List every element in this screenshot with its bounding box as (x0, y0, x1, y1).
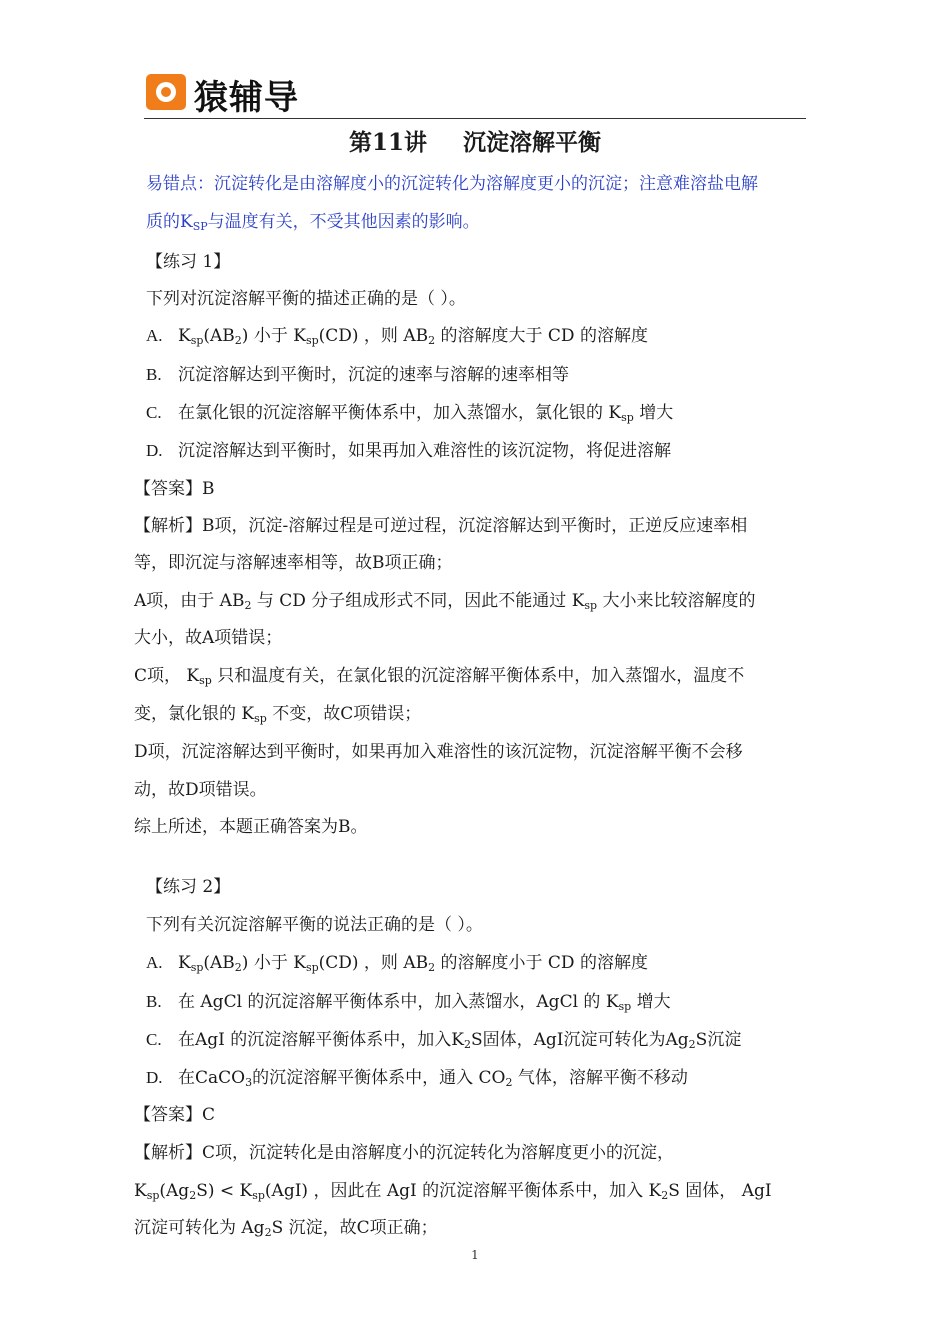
tip-line-2: 质的$K_{SP}$与温度有关，不受其他因素的影响。 (146, 212, 480, 233)
exercise-2-option-c: C. 在AgI 的沉淀溶解平衡体系中，加入$K_2S$固体，AgI沉淀可转化为$Ag_2S$沉淀 (146, 1030, 742, 1051)
logo-text: 猿辅导 (194, 78, 299, 118)
page-number: 1 (471, 1248, 479, 1262)
exercise-1-option-b: B. 沉淀溶解达到平衡时，沉淀的速率与溶解的速率相等 (146, 365, 569, 385)
exercise-2-option-b: B. 在 AgCl 的沉淀溶解平衡体系中，加入蒸馏水，AgCl 的 $K_{sp}$ 增大 (146, 992, 671, 1013)
exercise-2-analysis-line: $K_{sp}(Ag_2S) < K_{sp}(AgI)$ ，因此在 AgI 的沉淀溶解平衡体系中，加入 $K_2S$ 固体， AgI (134, 1181, 772, 1202)
exercise-1-label: 【练习 1】 (146, 252, 231, 272)
exercise-1-analysis-line: 动，故D项错误。 (134, 780, 267, 800)
exercise-1-analysis-line: 大小，故A项错误； (134, 628, 283, 648)
exercise-1-answer: 【答案】B (134, 479, 215, 499)
logo-icon (146, 74, 186, 110)
exercise-2-question: 下列有关沉淀溶解平衡的说法正确的是（ ）。 (146, 915, 483, 935)
exercise-1-question: 下列对沉淀溶解平衡的描述正确的是（ ）。 (146, 289, 466, 309)
exercise-1-analysis-line: C项， $K_{sp}$ 只和温度有关，在氯化银的沉淀溶解平衡体系中，加入蒸馏水，温度不 (134, 666, 745, 687)
exercise-1-analysis-line: 变，氯化银的 $K_{sp}$ 不变，故C项错误； (134, 704, 422, 725)
exercise-1-analysis-line: 【解析】B项，沉淀-溶解过程是可逆过程，沉淀溶解达到平衡时，正逆反应速率相 (134, 516, 748, 536)
lecture-name: 沉淀溶解平衡 (463, 129, 601, 156)
exercise-1-analysis-line: A项，由于 $AB_2$ 与 CD 分子组成形式不同，因此不能通过 $K_{sp}$ 大小来比较溶解度的 (134, 591, 756, 612)
lecture-number: 第11讲 (348, 129, 427, 156)
page-title (0, 124, 950, 157)
exercise-1-analysis-line: 等，即沉淀与溶解速率相等，故B项正确； (134, 553, 453, 573)
exercise-2-analysis-line: 【解析】C项，沉淀转化是由溶解度小的沉淀转化为溶解度更小的沉淀， (134, 1143, 675, 1163)
tip-line-1: 易错点：沉淀转化是由溶解度小的沉淀转化为溶解度更小的沉淀；注意难溶盐电解 (146, 174, 758, 194)
exercise-1-analysis-line: D项，沉淀溶解达到平衡时，如果再加入难溶性的该沉淀物，沉淀溶解平衡不会移 (134, 742, 743, 762)
exercise-1-summary: 综上所述，本题正确答案为B。 (134, 817, 368, 837)
exercise-2-option-d: D. 在CaCO$_3$的沉淀溶解平衡体系中，通入 $CO_2$ 气体，溶解平衡不移动 (146, 1068, 688, 1089)
exercise-2-label: 【练习 2】 (146, 877, 231, 897)
exercise-2-analysis-line: 沉淀可转化为 $Ag_2S$ 沉淀，故C项正确； (134, 1218, 438, 1239)
exercise-2-option-a: A. $K_{sp}(AB_2)$ 小于 $K_{sp}(CD)$ ，则 $AB_2$ 的溶解度小于 CD 的溶解度 (146, 953, 648, 974)
exercise-1-option-c: C. 在氯化银的沉淀溶解平衡体系中，加入蒸馏水，氯化银的 $K_{sp}$ 增大 (146, 403, 674, 424)
page-header (144, 66, 806, 119)
exercise-2-answer: 【答案】C (134, 1105, 216, 1125)
exercise-1-option-d: D. 沉淀溶解达到平衡时，如果再加入难溶性的该沉淀物，将促进溶解 (146, 441, 671, 461)
exercise-1-option-a: A. $K_{sp}(AB_2)$ 小于 $K_{sp}(CD)$ ，则 $AB_2$ 的溶解度大于 CD 的溶解度 (146, 326, 648, 347)
